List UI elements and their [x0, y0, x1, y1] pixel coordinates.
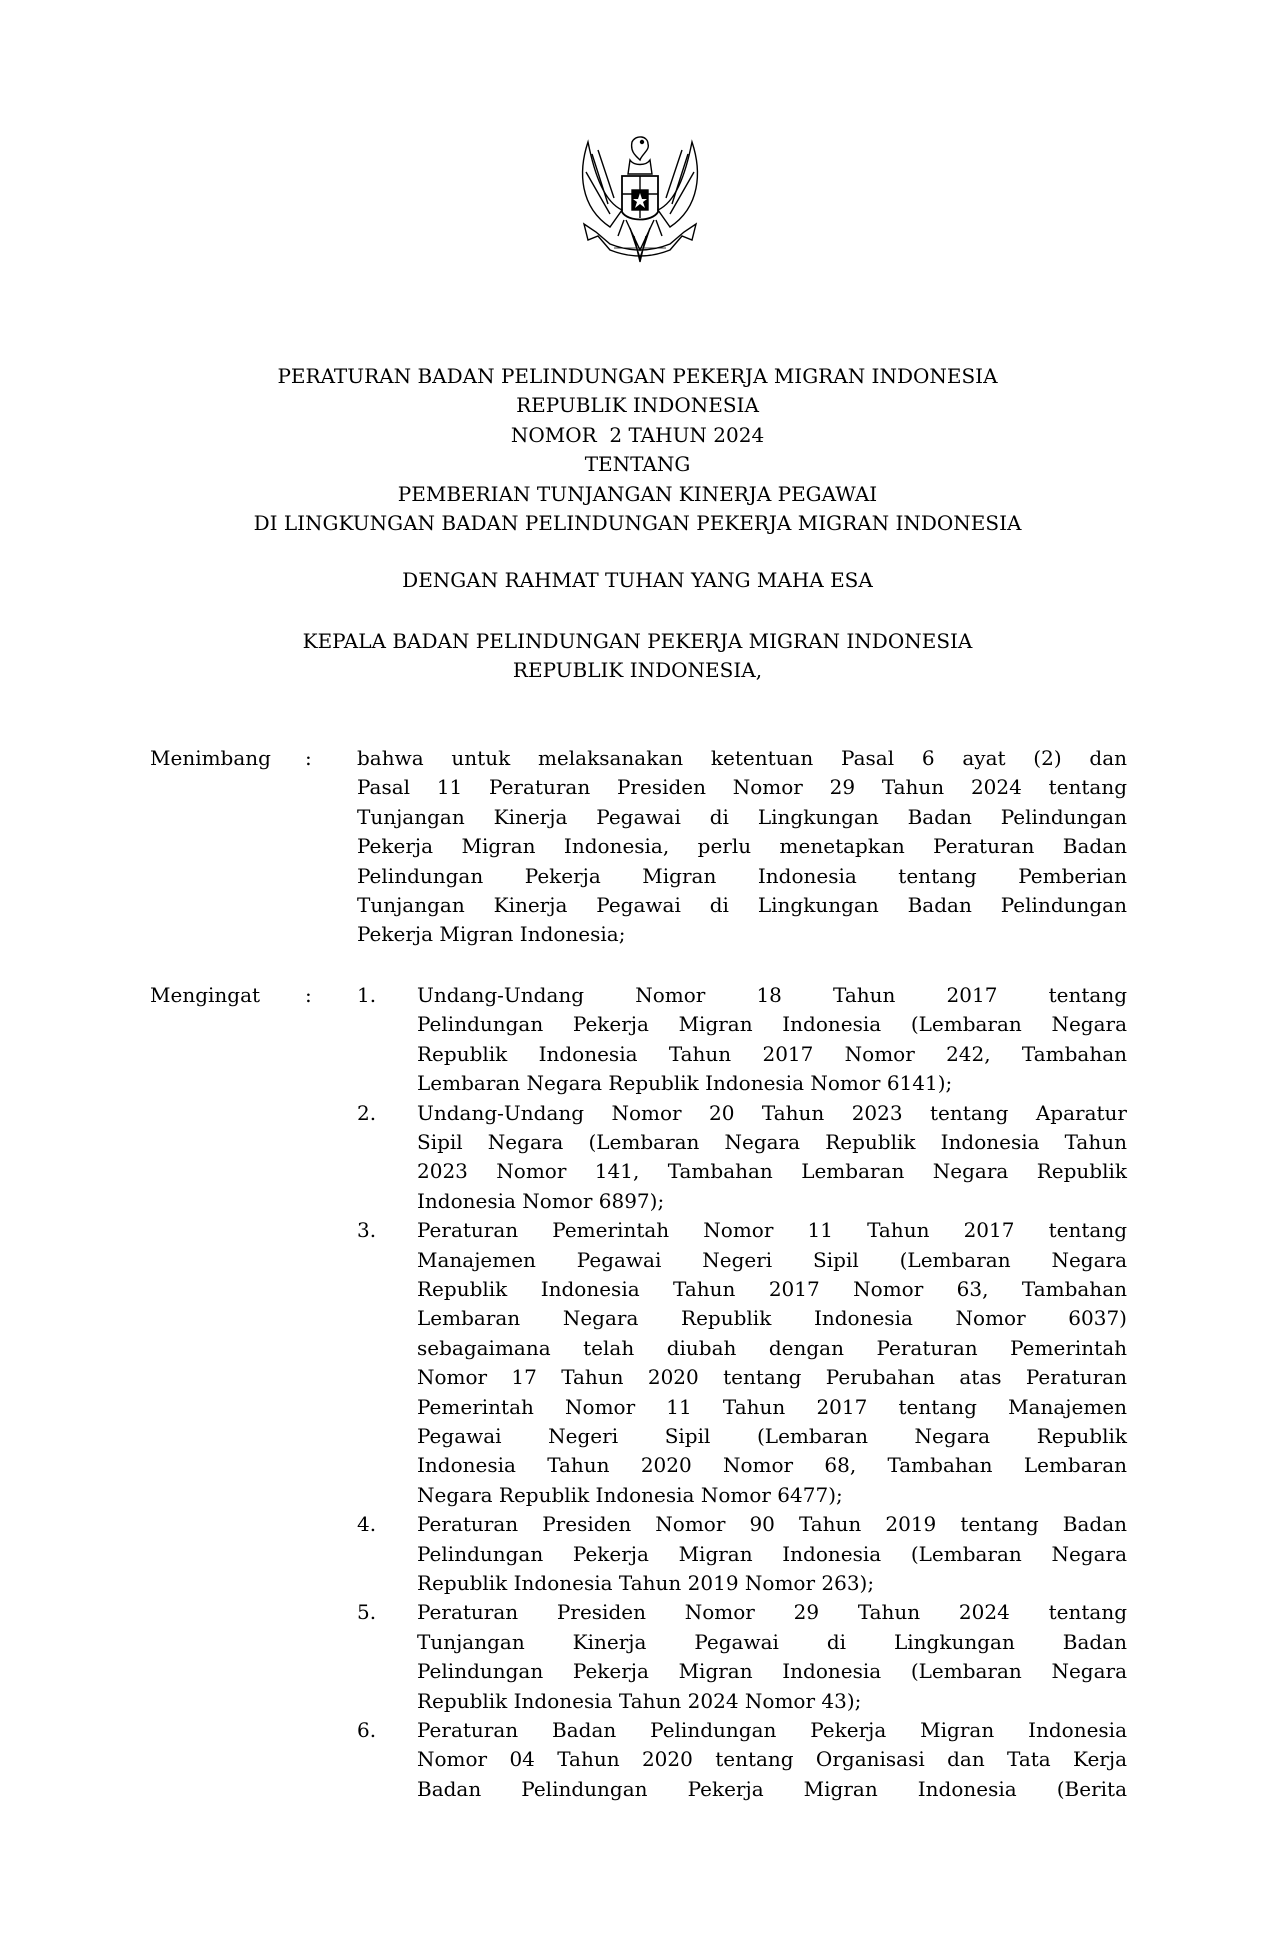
text-line: Undang-Undang Nomor 20 Tahun 2023 tentang Aparatur	[417, 1100, 1127, 1125]
item-text	[417, 1216, 1127, 1510]
authority-line: REPUBLIK INDONESIA,	[512, 658, 763, 683]
text-line: Peraturan Presiden Nomor 29 Tahun 2024 tentang	[417, 1600, 1127, 1625]
authority-line: KEPALA BADAN PELINDUNGAN PEKERJA MIGRAN INDONESIA	[302, 629, 973, 653]
title-line: REPUBLIK INDONESIA	[516, 393, 759, 418]
title-line: PERATURAN BADAN PELINDUNGAN PEKERJA MIGRAN INDONESIA	[277, 364, 998, 388]
text-line: Pelindungan Pekerja Migran Indonesia tentang Pemberian	[357, 863, 1127, 888]
text-line: bahwa untuk melaksanakan ketentuan Pasal 6 ayat (2) dan	[357, 746, 1127, 770]
regulation-title	[0, 362, 1275, 538]
text-line: Republik Indonesia Tahun 2019 Nomor 263);	[417, 1570, 875, 1595]
item-text	[417, 981, 1127, 1099]
text-line: Negara Republik Indonesia Nomor 6477);	[417, 1482, 843, 1507]
text-line: Tunjangan Kinerja Pegawai di Lingkungan Badan Pelindungan	[357, 892, 1127, 917]
text-line: 2023 Nomor 141, Tambahan Lembaran Negara Republik	[417, 1159, 1127, 1184]
menimbang-text	[357, 744, 1127, 950]
text-line: Republik Indonesia Tahun 2017 Nomor 242, Tambahan	[417, 1041, 1127, 1066]
item-number: 6.	[357, 1718, 377, 1742]
text-line: Tunjangan Kinerja Pegawai di Lingkungan Badan Pelindungan	[357, 804, 1127, 829]
text-line: Pelindungan Pekerja Migran Indonesia (Lembaran Negara	[417, 1012, 1127, 1037]
item-number: 2.	[357, 1100, 377, 1125]
garuda-emblem	[570, 132, 710, 274]
item-number: 1.	[357, 983, 377, 1007]
text-line: Republik Indonesia Tahun 2024 Nomor 43);	[417, 1688, 862, 1713]
text-line: Indonesia Tahun 2020 Nomor 68, Tambahan Lembaran	[417, 1453, 1127, 1478]
text-line: Republik Indonesia Tahun 2017 Nomor 63, Tambahan	[417, 1276, 1127, 1301]
text-line: Pelindungan Pekerja Migran Indonesia (Lembaran Negara	[417, 1541, 1127, 1566]
text-line: Badan Pelindungan Pekerja Migran Indonesia (Berita	[417, 1776, 1127, 1801]
mengingat-colon: :	[305, 983, 312, 1007]
title-line: DI LINGKUNGAN BADAN PELINDUNGAN PEKERJA MIGRAN INDONESIA	[253, 511, 1022, 536]
text-line: Pekerja Migran Indonesia, perlu menetapkan Peraturan Badan	[357, 834, 1127, 859]
text-line: Peraturan Pemerintah Nomor 11 Tahun 2017 tentang	[417, 1218, 1127, 1243]
authority	[0, 627, 1275, 686]
item-text	[417, 1716, 1127, 1804]
text-line: sebagaimana telah diubah dengan Peraturan Pemerintah	[417, 1335, 1127, 1360]
text-line: Pegawai Negeri Sipil (Lembaran Negara Republik	[417, 1423, 1127, 1448]
text-line: Lembaran Negara Republik Indonesia Nomor 6141);	[417, 1071, 953, 1096]
text-line: Indonesia Nomor 6897);	[417, 1188, 665, 1213]
item-number: 5.	[357, 1600, 377, 1625]
text-line: Sipil Negara (Lembaran Negara Republik Indonesia Tahun	[417, 1129, 1127, 1154]
item-text	[417, 1510, 1127, 1598]
menimbang-colon: :	[305, 746, 312, 770]
text-line: Peraturan Presiden Nomor 90 Tahun 2019 tentang Badan	[417, 1512, 1127, 1537]
title-line: TENTANG	[584, 452, 691, 477]
text-line: Tunjangan Kinerja Pegawai di Lingkungan Badan	[417, 1629, 1127, 1654]
item-number: 4.	[357, 1512, 377, 1537]
text-line: Pelindungan Pekerja Migran Indonesia (Lembaran Negara	[417, 1659, 1127, 1684]
text-line: Pekerja Migran Indonesia;	[357, 922, 626, 947]
text-line: Nomor 04 Tahun 2020 tentang Organisasi dan Tata Kerja	[417, 1747, 1127, 1772]
text-line: Nomor 17 Tahun 2020 tentang Perubahan atas Peraturan	[417, 1365, 1127, 1390]
text-line: Undang-Undang Nomor 18 Tahun 2017 tentang	[417, 983, 1127, 1007]
invocation: DENGAN RAHMAT TUHAN YANG MAHA ESA	[402, 568, 873, 592]
text-line: Manajemen Pegawai Negeri Sipil (Lembaran Negara	[417, 1247, 1127, 1272]
title-line: PEMBERIAN TUNJANGAN KINERJA PEGAWAI	[397, 481, 878, 506]
text-line: Pasal 11 Peraturan Presiden Nomor 29 Tahun 2024 tentang	[357, 775, 1127, 800]
text-line: Peraturan Badan Pelindungan Pekerja Migran Indonesia	[417, 1718, 1127, 1742]
item-text	[417, 1598, 1127, 1716]
item-number: 3.	[357, 1218, 377, 1243]
mengingat-label: Mengingat	[150, 983, 261, 1007]
item-text	[417, 1099, 1127, 1217]
text-line: Lembaran Negara Republik Indonesia Nomor 6037)	[417, 1306, 1127, 1331]
text-line: Pemerintah Nomor 11 Tahun 2017 tentang Manajemen	[417, 1394, 1127, 1419]
menimbang-label: Menimbang	[150, 746, 271, 770]
title-line: NOMOR 2 TAHUN 2024	[510, 422, 765, 447]
